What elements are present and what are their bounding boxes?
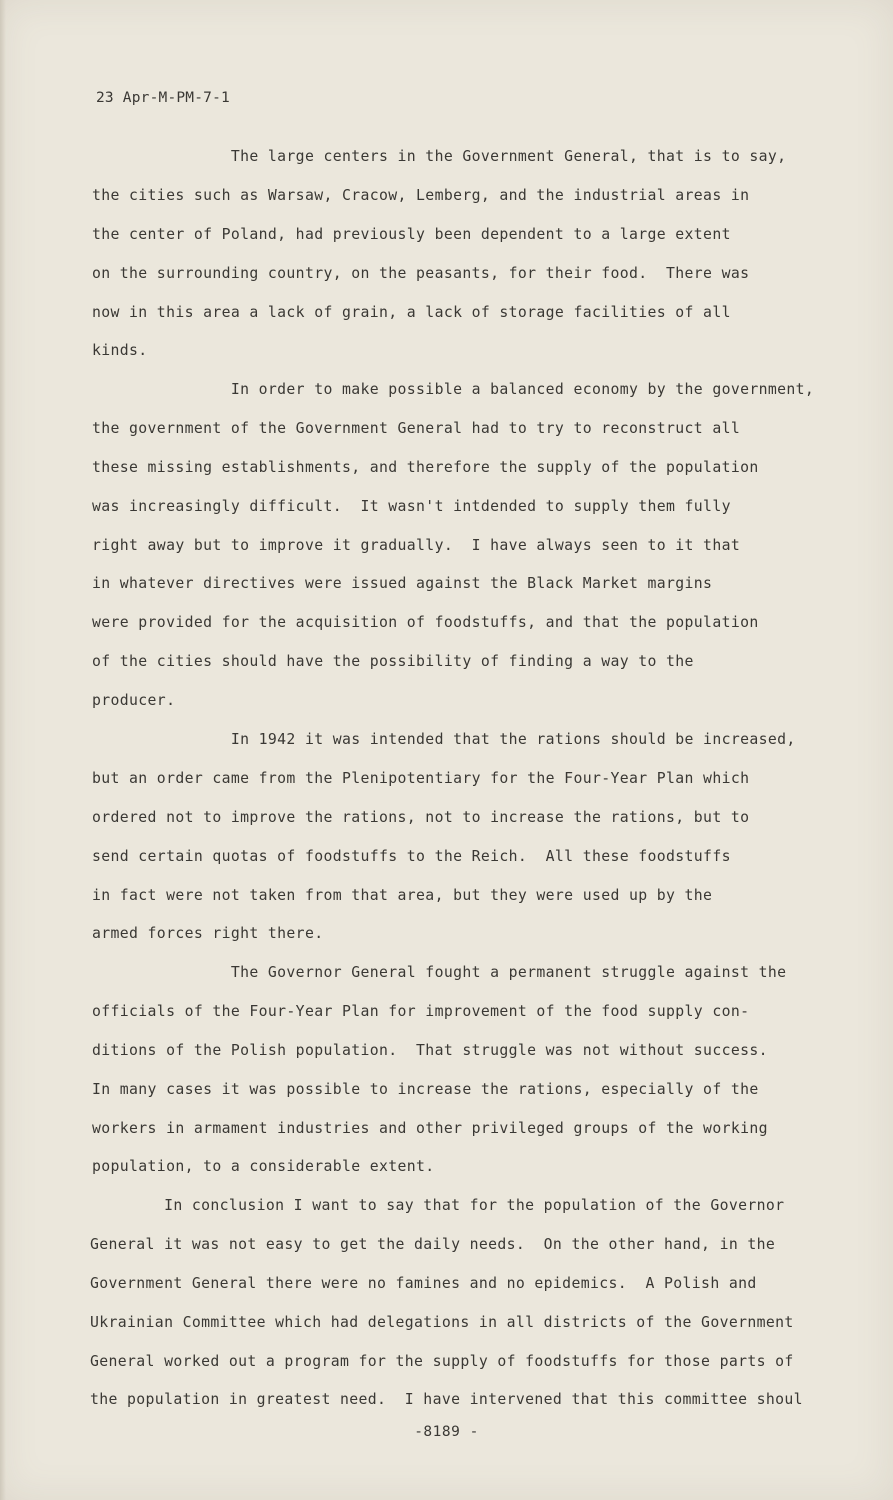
text-line: right away but to improve it gradually. I have always seen to it that (92, 536, 741, 554)
text-line: these missing establishments, and therefore the supply of the population (92, 458, 759, 476)
page-edge-shadow (0, 0, 6, 1500)
text-line: were provided for the acquisition of foodstuffs, and that the population (92, 614, 759, 632)
text-line: In 1942 it was intended that the rations should be increased, (92, 731, 796, 748)
text-line: producer. (92, 692, 176, 710)
text-line: population, to a considerable extent. (92, 1158, 435, 1176)
text-line: of the cities should have the possibility of finding a way to the (92, 653, 694, 671)
text-line: the government of the Government General had to try to reconstruct all (92, 419, 741, 437)
text-line: send certain quotas of foodstuffs to the Reich. All these foodstuffs (92, 847, 731, 865)
text-line: Ukrainian Committee which had delegations in all districts of the Government (90, 1313, 794, 1331)
text-line: armed forces right there. (92, 925, 324, 943)
paragraph-5 (90, 1196, 830, 1429)
text-line: General worked out a program for the supply of foodstuffs for those parts of (90, 1352, 794, 1370)
text-line: ditions of the Polish population. That struggle was not without success. (92, 1041, 768, 1059)
paragraph-1 (92, 147, 832, 380)
text-line: The large centers in the Government General, that is to say, (92, 148, 787, 165)
text-line: but an order came from the Plenipotentiary for the Four-Year Plan which (92, 769, 750, 787)
text-line: the population in greatest need. I have intervened that this committee shoul (90, 1391, 803, 1409)
text-line: Government General there were no famines and no epidemics. A Polish and (90, 1274, 757, 1292)
text-line: now in this area a lack of grain, a lack of storage facilities of all (92, 303, 731, 321)
page-number: -8189 - (414, 1424, 479, 1440)
text-line: ordered not to improve the rations, not to increase the rations, but to (92, 808, 750, 826)
text-line: the center of Poland, had previously been dependent to a large extent (92, 225, 731, 243)
text-line: officials of the Four-Year Plan for improvement of the food supply con- (92, 1002, 750, 1020)
text-line: workers in armament industries and other privileged groups of the working (92, 1119, 768, 1137)
text-line: in whatever directives were issued against the Black Market margins (92, 575, 713, 593)
text-line: was increasingly difficult. It wasn't intdended to supply them fully (92, 497, 731, 515)
text-line: the cities such as Warsaw, Cracow, Lemberg, and the industrial areas in (92, 186, 750, 204)
text-line: General it was not easy to get the daily needs. On the other hand, in the (90, 1235, 776, 1253)
page-reference-header: 23 Apr-M-PM-7-1 (96, 90, 230, 106)
text-line: The Governor General fought a permanent struggle against the (92, 964, 787, 981)
text-line: on the surrounding country, on the peasants, for their food. There was (92, 264, 750, 282)
text-line: kinds. (92, 342, 148, 360)
paragraph-3 (92, 730, 832, 963)
text-line: In conclusion I want to say that for the population of the Governor (90, 1197, 785, 1214)
paragraph-2 (92, 380, 832, 730)
text-line: In many cases it was possible to increase the rations, especially of the (92, 1080, 759, 1098)
text-line: in fact were not taken from that area, but they were used up by the (92, 886, 713, 904)
paragraph-4 (92, 963, 832, 1196)
text-line: In order to make possible a balanced economy by the government, (92, 381, 815, 398)
